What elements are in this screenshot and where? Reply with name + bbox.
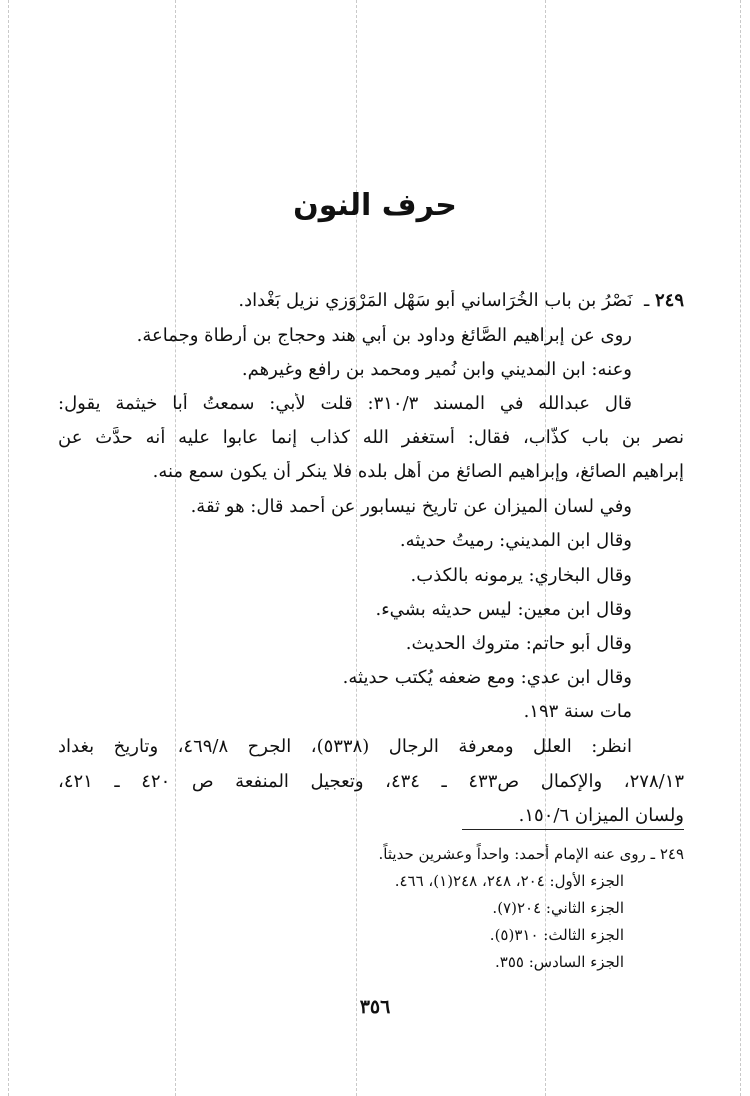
opinion-line: وقال أبو حاتم: متروك الحديث.: [405, 633, 632, 654]
entry-heading: [58, 290, 684, 312]
footnote-volume: الجزء الأول: ٢٠٤، ٢٤٨، ٢٤٨(١)، ٤٦٦.: [394, 872, 624, 890]
page-number: ٣٥٦: [359, 996, 391, 1018]
entry-dash: ـ: [643, 290, 650, 311]
reference-line: ٢٧٨/١٣، والإكمال ص٤٣٣ ـ ٤٣٤، وتعجيل المنفعة ص ٤٢٠ ـ ٤٢١،: [58, 771, 684, 792]
entry-heading-text: نَصْرُ بن باب الخُرَاساني أبو سَهْل المَرْوَزي نزيل بَغْداد.: [238, 290, 633, 311]
musnad-line: نصر بن باب كذَّاب، فقال: أستغفر الله كذاب إنما عابوا عليه أنه حدَّث عن: [58, 427, 684, 448]
footnote-intro: ٢٤٩ ـ روى عنه الإمام أحمد: واحداً وعشرين حديثاً.: [378, 845, 684, 863]
reference-line: ولسان الميزان ١٥٠/٦.: [518, 805, 684, 826]
margin-guide: [740, 0, 741, 1096]
opinion-line: وقال ابن معين: ليس حديثه بشيء.: [375, 599, 632, 620]
entry-number: ٢٤٩: [654, 290, 684, 311]
opinion-line: وقال ابن عدي: ومع ضعفه يُكتب حديثه.: [342, 667, 632, 688]
opinion-line: وقال ابن المديني: رميتُ حديثه.: [399, 530, 632, 551]
chapter-title: حرف النون: [293, 188, 457, 223]
musnad-line: إبراهيم الصائغ، وإبراهيم الصائغ من أهل بلده فلا ينكر أن يكون سمع منه.: [152, 461, 684, 482]
narrates-from: روى عن إبراهيم الصَّائغ وداود بن أبي هند وحجاج بن أرطاة وجماعة.: [136, 325, 632, 346]
footnote-volume: الجزء الثاني: ٢٠٤(٧).: [492, 899, 624, 917]
death-year: مات سنة ١٩٣.: [523, 701, 632, 722]
musnad-line: قال عبدالله في المسند ٣١٠/٣: قلت لأبي: سمعتُ أبا خيثمة يقول:: [58, 393, 632, 414]
margin-guide: [8, 0, 9, 1096]
opinion-line: وقال البخاري: يرمونه بالكذب.: [410, 565, 632, 586]
reference-line: انظر: العلل ومعرفة الرجال (٥٣٣٨)، الجرح ٤٦٩/٨، وتاريخ بغداد: [58, 736, 632, 757]
opinion-line: وفي لسان الميزان عن تاريخ نيسابور عن أحمد قال: هو ثقة.: [190, 496, 632, 517]
footnote-volume: الجزء السادس: ٣٥٥.: [495, 953, 624, 971]
footnote-volume: الجزء الثالث: ٣١٠(٥).: [489, 926, 624, 944]
footnote-rule: [462, 829, 684, 830]
narrators: وعنه: ابن المديني وابن نُمير ومحمد بن رافع وغيرهم.: [241, 359, 632, 380]
